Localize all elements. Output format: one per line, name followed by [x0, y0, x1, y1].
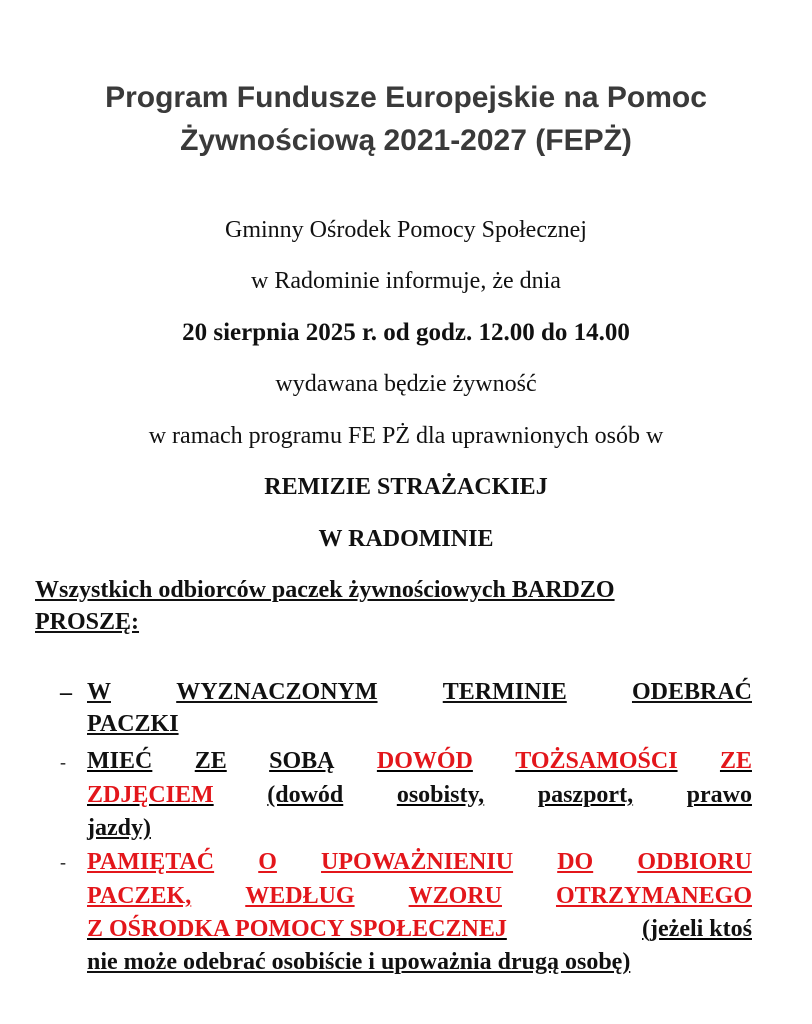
item-3-word: DO [557, 849, 594, 875]
item-3-word: O [258, 849, 277, 875]
item-3-word: WZORU [408, 883, 502, 909]
item-2-word: paszport, [537, 782, 634, 808]
item-2-word: MIEĆ [87, 748, 153, 774]
bullet-dash-2: - [60, 752, 66, 772]
item-2-word: ZE [194, 748, 227, 774]
title-line-2: Żywnościową 2021-2027 (FEPŻ) [180, 124, 632, 157]
title-line-1: Program Fundusze Europejskie na Pomoc [105, 81, 707, 114]
body-line-location: REMIZIE STRAŻACKIEJ [264, 474, 548, 500]
item-2-red-word: ZDJĘCIEM [87, 782, 214, 808]
item-2-red-word: TOŻSAMOŚCI [515, 748, 678, 774]
body-line-food: wydawana będzie żywność [275, 371, 537, 397]
item-2-line-3: jazdy) [87, 815, 151, 841]
item-3-red-text: Z OŚRODKA POMOCY SPOŁECZNEJ [87, 916, 507, 942]
item-2-red-word: DOWÓD [376, 748, 473, 774]
item-3-word: UPOWAŻNIENIU [321, 849, 514, 875]
item-3-black-text: (jeżeli ktoś [642, 916, 752, 942]
body-line-date-time: 20 sierpnia 2025 r. od godz. 12.00 do 14.00 [182, 319, 630, 346]
item-3-word: PAMIĘTAĆ [87, 849, 215, 875]
item-3-word: PACZEK, [87, 883, 192, 909]
item-2-word: osobisty, [396, 782, 485, 808]
item-3-word: OTRZYMANEGO [555, 883, 752, 909]
request-heading-line-1: Wszystkich odbiorców paczek żywnościowych BARDZO [35, 577, 615, 603]
body-line-institution: Gminny Ośrodek Pomocy Społecznej [225, 217, 587, 243]
item-1-word: ODEBRAĆ [631, 679, 752, 705]
bullet-dash-1: – [60, 680, 72, 706]
item-2-red-word: ZE [719, 748, 752, 774]
item-1-word: W [87, 679, 111, 705]
request-heading-line-2: PROSZĘ: [35, 609, 140, 635]
item-2-word: (dowód [267, 782, 344, 808]
item-2-line-2 [87, 779, 752, 811]
item-1-word: TERMINIE [442, 679, 567, 705]
item-1-line-1 [87, 676, 752, 708]
item-3-line-2 [87, 880, 752, 912]
item-2-line-1 [87, 745, 752, 777]
item-2-word: SOBĄ [269, 748, 335, 774]
item-3-line-3 [87, 913, 752, 945]
item-3-word: WEDŁUG [245, 883, 355, 909]
bullet-dash-3: - [60, 852, 66, 872]
body-line-informs: w Radominie informuje, że dnia [251, 268, 561, 294]
item-3-line-4: nie może odebrać osobiście i upoważnia drugą osobę) [87, 949, 631, 975]
item-2-word: prawo [686, 782, 752, 808]
body-line-town: W RADOMINIE [318, 526, 494, 552]
body-line-program: w ramach programu FE PŻ dla uprawnionych osób w [148, 423, 664, 449]
item-1-line-2: PACZKI [87, 711, 179, 737]
item-3-line-1 [87, 846, 752, 878]
item-3-word: ODBIORU [637, 849, 752, 875]
item-1-word: WYZNACZONYM [176, 679, 378, 705]
